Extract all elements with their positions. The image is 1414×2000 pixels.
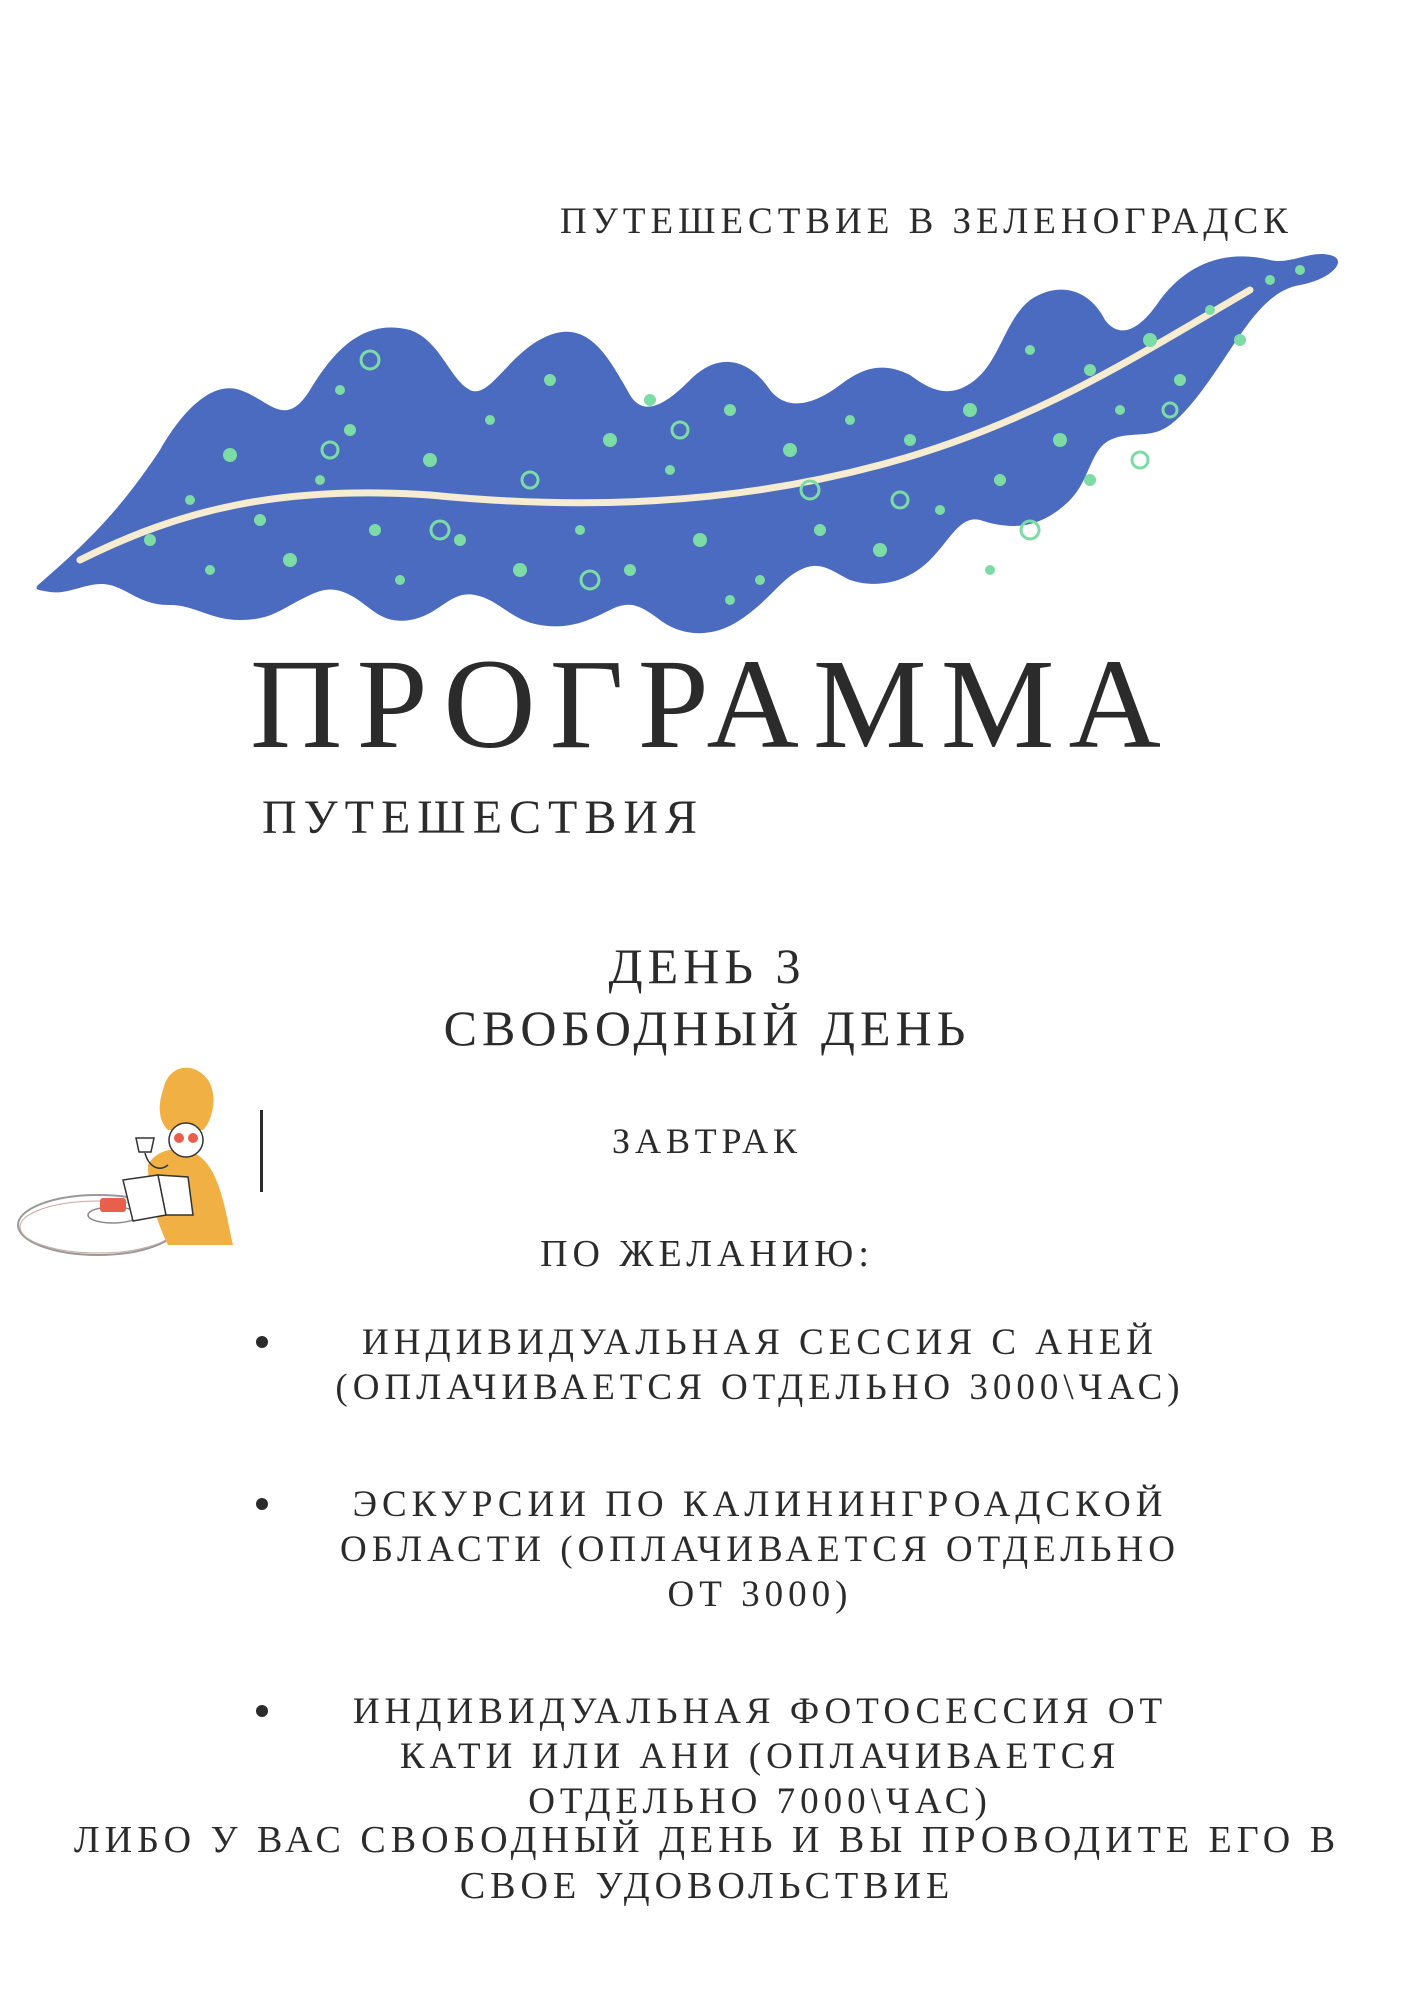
options-list bbox=[240, 1320, 1230, 1896]
optional-heading: ПО ЖЕЛАНИЮ: bbox=[540, 1233, 874, 1275]
leaf-illustration bbox=[30, 240, 1360, 660]
closing-note: ЛИБО У ВАС СВОБОДНЫЙ ДЕНЬ И ВЫ ПРОВОДИТЕ ЕГО В СВОЕ УДОВОЛЬСТВИЕ bbox=[73, 1819, 1341, 1907]
bullet-icon bbox=[256, 1498, 268, 1510]
option-text: ИНДИВИДУАЛЬНАЯ ФОТОСЕССИЯ ОТ КАТИ ИЛИ АНИ (ОПЛАЧИВАЕТСЯ ОТДЕЛЬНО 7000\ЧАС) bbox=[352, 1691, 1168, 1822]
page-title: ПРОГРАММА bbox=[250, 633, 1175, 775]
cake bbox=[100, 1198, 126, 1212]
option-text: ЭСКУРСИИ ПО КАЛИНИНГРОАДСКОЙ ОБЛАСТИ (ОПЛАЧИВАЕТСЯ ОТДЕЛЬНО ОТ 3000) bbox=[340, 1484, 1180, 1615]
bullet-icon bbox=[256, 1336, 268, 1348]
list-item bbox=[240, 1482, 1230, 1617]
breakfast-label: ЗАВТРАК bbox=[612, 1121, 802, 1161]
list-item bbox=[240, 1320, 1230, 1410]
day-theme: СВОБОДНЫЙ ДЕНЬ bbox=[443, 1000, 971, 1056]
bullet-icon bbox=[256, 1705, 268, 1717]
list-item bbox=[240, 1689, 1230, 1824]
trip-title: ПУТЕШЕСТВИЕ В ЗЕЛЕНОГРАДСК bbox=[560, 201, 1293, 242]
leaf-shape bbox=[37, 254, 1339, 633]
page-subtitle: ПУТЕШЕСТВИЯ bbox=[262, 791, 705, 844]
option-text: ИНДИВИДУАЛЬНАЯ СЕССИЯ С АНЕЙ (ОПЛАЧИВАЕТСЯ ОТДЕЛЬНО 3000\ЧАС) bbox=[335, 1322, 1185, 1408]
day-number: ДЕНЬ 3 bbox=[608, 938, 806, 994]
